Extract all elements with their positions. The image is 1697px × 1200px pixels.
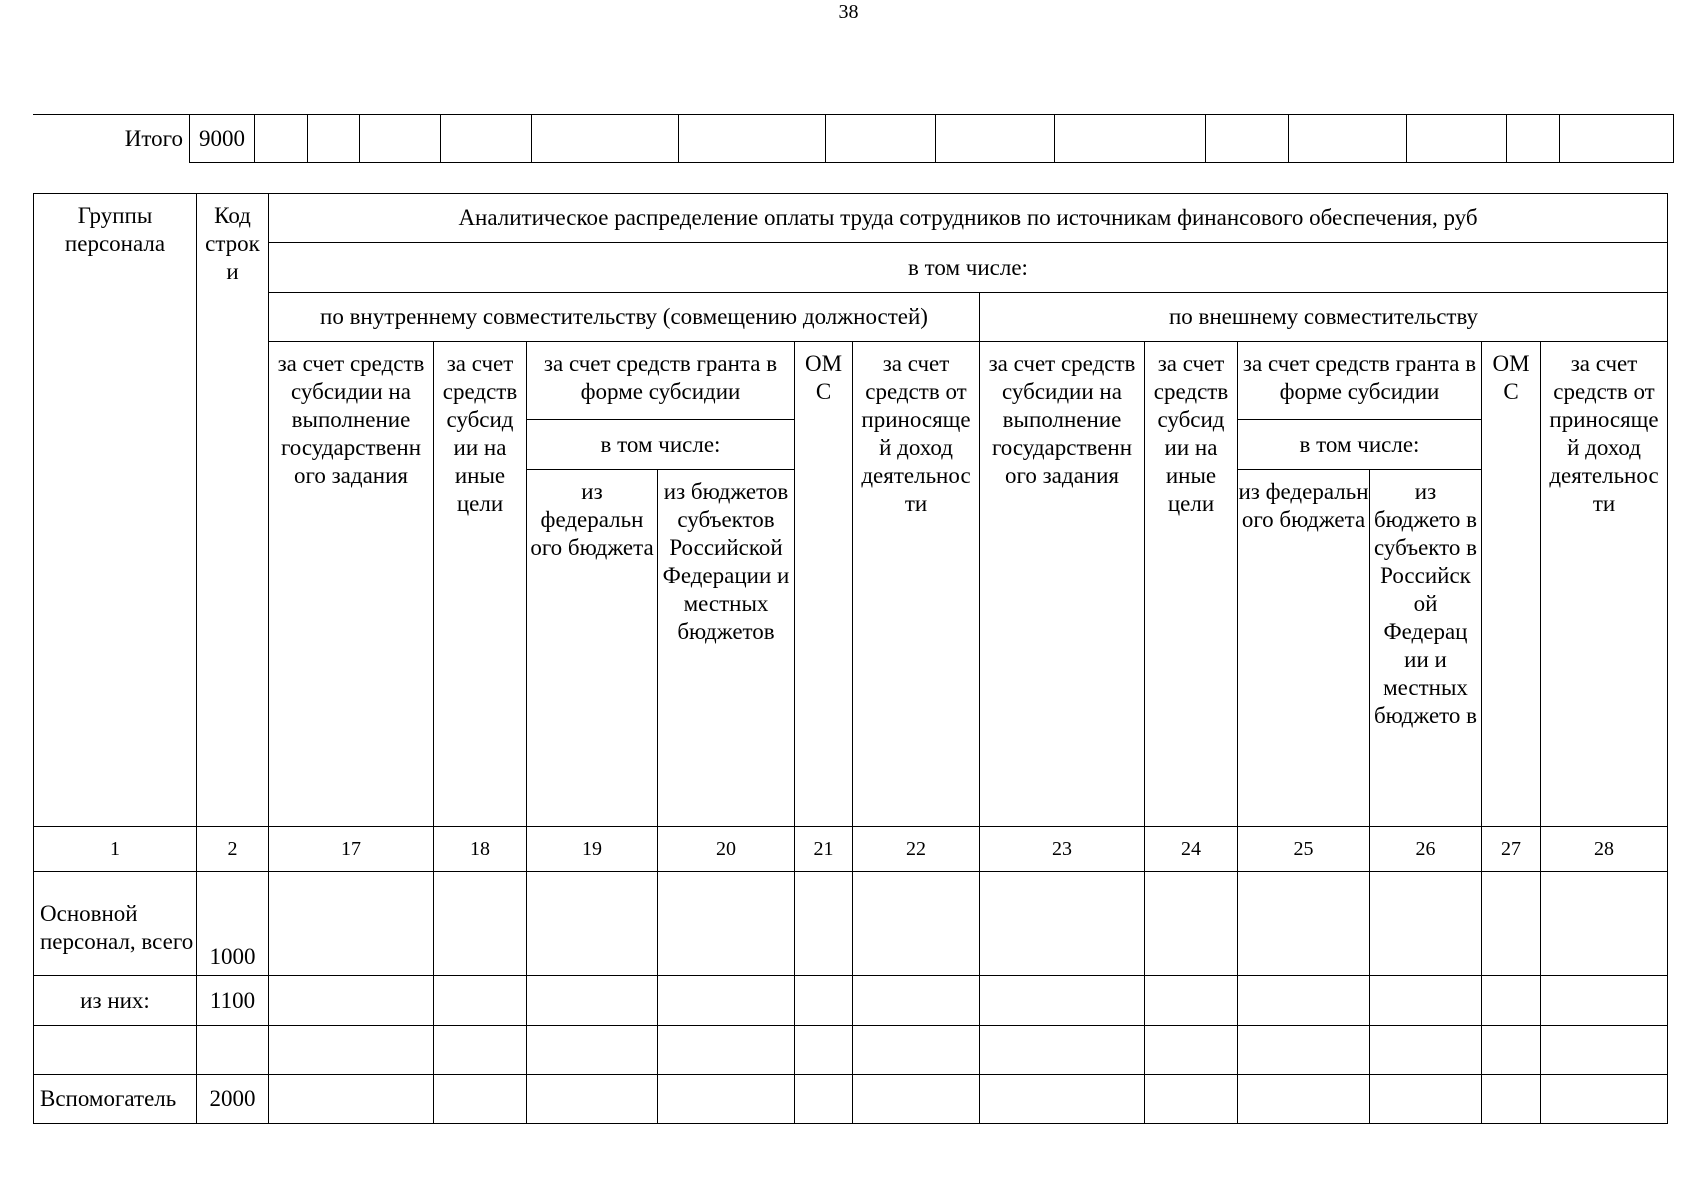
column-number: 27 xyxy=(1482,827,1541,872)
row-label xyxy=(34,1026,197,1075)
column-number: 28 xyxy=(1541,827,1668,872)
data-cell[interactable] xyxy=(1482,1026,1541,1075)
page-number: 38 xyxy=(838,1,859,23)
data-cell[interactable] xyxy=(980,872,1145,976)
data-cell[interactable] xyxy=(1238,1075,1370,1124)
column-number: 22 xyxy=(853,827,980,872)
data-cell[interactable] xyxy=(980,1026,1145,1075)
row-code: 2000 xyxy=(197,1075,269,1124)
itogo-cell[interactable] xyxy=(936,115,1055,163)
data-cell[interactable] xyxy=(1145,976,1238,1026)
column-number: 25 xyxy=(1238,827,1370,872)
header-ext-grant-incl: в том числе: xyxy=(1238,420,1482,470)
itogo-cell[interactable] xyxy=(826,115,936,163)
itogo-code: 9000 xyxy=(190,115,255,163)
itogo-cell[interactable] xyxy=(255,115,308,163)
column-number: 23 xyxy=(980,827,1145,872)
data-cell[interactable] xyxy=(269,976,434,1026)
row-code: 1000 xyxy=(197,872,269,976)
data-cell[interactable] xyxy=(658,1075,795,1124)
header-groups: Группы персонала xyxy=(34,194,197,827)
data-cell[interactable] xyxy=(1370,1026,1482,1075)
header-internal: по внутреннему совместительству (совмещению должностей) xyxy=(269,293,980,342)
data-cell[interactable] xyxy=(527,976,658,1026)
header-int-subsidy-other: за счет средств субсид ии на иные цели xyxy=(434,342,527,827)
itogo-cell[interactable] xyxy=(1206,115,1289,163)
data-cell[interactable] xyxy=(269,872,434,976)
header-v-tom-chisle: в том числе: xyxy=(269,243,1668,293)
data-cell[interactable] xyxy=(434,1026,527,1075)
data-cell[interactable] xyxy=(1370,1075,1482,1124)
column-number: 1 xyxy=(34,827,197,872)
itogo-cell[interactable] xyxy=(1407,115,1507,163)
data-cell[interactable] xyxy=(1482,1075,1541,1124)
header-int-grant-incl: в том числе: xyxy=(527,420,795,470)
header-ext-regional: из бюджето в субъекто в Российск ой Федерац ии и местных бюджето в xyxy=(1370,470,1482,827)
table-row xyxy=(34,872,1668,976)
data-cell[interactable] xyxy=(1541,976,1668,1026)
header-int-federal: из федеральн ого бюджета xyxy=(527,470,658,827)
data-cell[interactable] xyxy=(1145,1026,1238,1075)
column-number: 2 xyxy=(197,827,269,872)
data-cell[interactable] xyxy=(434,872,527,976)
data-cell[interactable] xyxy=(1238,976,1370,1026)
data-cell[interactable] xyxy=(434,1075,527,1124)
data-cell[interactable] xyxy=(658,872,795,976)
data-cell[interactable] xyxy=(434,976,527,1026)
data-cell[interactable] xyxy=(980,976,1145,1026)
data-cell[interactable] xyxy=(795,1026,853,1075)
data-cell[interactable] xyxy=(853,872,980,976)
row-code xyxy=(197,1026,269,1075)
data-cell[interactable] xyxy=(1541,872,1668,976)
itogo-cell[interactable] xyxy=(532,115,679,163)
data-cell[interactable] xyxy=(980,1075,1145,1124)
row-label: из них: xyxy=(34,976,197,1026)
data-cell[interactable] xyxy=(658,976,795,1026)
data-cell[interactable] xyxy=(795,1075,853,1124)
header-ext-federal: из федеральн ого бюджета xyxy=(1238,470,1370,827)
header-ext-grant: за счет средств гранта в форме субсидии xyxy=(1238,342,1482,420)
data-cell[interactable] xyxy=(795,976,853,1026)
header-int-grant: за счет средств гранта в форме субсидии xyxy=(527,342,795,420)
column-number: 17 xyxy=(269,827,434,872)
column-number: 19 xyxy=(527,827,658,872)
header-ext-oms: ОМ С xyxy=(1482,342,1541,827)
row-code: 1100 xyxy=(197,976,269,1026)
data-cell[interactable] xyxy=(853,1026,980,1075)
itogo-cell[interactable] xyxy=(308,115,360,163)
itogo-row xyxy=(190,115,1674,163)
header-main-title: Аналитическое распределение оплаты труда сотрудников по источникам финансового обеспечения, руб xyxy=(269,194,1668,243)
itogo-cell[interactable] xyxy=(1560,115,1674,163)
itogo-cell[interactable] xyxy=(1507,115,1560,163)
column-number: 24 xyxy=(1145,827,1238,872)
data-cell[interactable] xyxy=(527,1026,658,1075)
itogo-label: Итого xyxy=(124,126,183,151)
data-cell[interactable] xyxy=(1238,872,1370,976)
table-row xyxy=(34,1075,1668,1124)
data-cell[interactable] xyxy=(795,872,853,976)
column-number: 20 xyxy=(658,827,795,872)
header-ext-income: за счет средств от приносяще й доход деятельнос ти xyxy=(1541,342,1668,827)
data-cell[interactable] xyxy=(1541,1075,1668,1124)
data-cell[interactable] xyxy=(269,1026,434,1075)
itogo-cell[interactable] xyxy=(1055,115,1206,163)
header-ext-subsidy-state: за счет средств субсидии на выполнение государственн ого задания xyxy=(980,342,1145,827)
data-cell[interactable] xyxy=(527,872,658,976)
itogo-underline xyxy=(33,114,191,115)
row-label: Вспомогатель xyxy=(34,1075,197,1124)
data-cell[interactable] xyxy=(1541,1026,1668,1075)
header-int-oms: ОМ С xyxy=(795,342,853,827)
data-cell[interactable] xyxy=(269,1075,434,1124)
itogo-cell[interactable] xyxy=(441,115,532,163)
itogo-cell[interactable] xyxy=(360,115,441,163)
column-numbers-row xyxy=(34,827,1668,872)
row-label: Основной персонал, всего xyxy=(34,872,197,976)
data-cell[interactable] xyxy=(853,1075,980,1124)
data-cell[interactable] xyxy=(658,1026,795,1075)
column-number: 21 xyxy=(795,827,853,872)
column-number: 18 xyxy=(434,827,527,872)
salary-distribution-table xyxy=(33,193,1668,1124)
data-cell[interactable] xyxy=(1145,1075,1238,1124)
data-cell[interactable] xyxy=(1482,872,1541,976)
header-int-income: за счет средств от приносяще й доход деятельнос ти xyxy=(853,342,980,827)
itogo-cell[interactable] xyxy=(679,115,826,163)
column-number: 26 xyxy=(1370,827,1482,872)
header-int-subsidy-state: за счет средств субсидии на выполнение государственн ого задания xyxy=(269,342,434,827)
header-ext-subsidy-other: за счет средств субсид ии на иные цели xyxy=(1145,342,1238,827)
header-code: Код строк и xyxy=(197,194,269,827)
data-cell[interactable] xyxy=(1145,872,1238,976)
header-int-regional: из бюджетов субъектов Российской Федерации и местных бюджетов xyxy=(658,470,795,827)
itogo-cell[interactable] xyxy=(1289,115,1407,163)
data-cell[interactable] xyxy=(853,976,980,1026)
data-cell[interactable] xyxy=(1370,976,1482,1026)
data-cell[interactable] xyxy=(527,1075,658,1124)
header-external: по внешнему совместительству xyxy=(980,293,1668,342)
data-cell[interactable] xyxy=(1482,976,1541,1026)
table-row xyxy=(34,976,1668,1026)
table-row xyxy=(34,1026,1668,1075)
itogo-table xyxy=(189,114,1674,163)
data-cell[interactable] xyxy=(1370,872,1482,976)
data-cell[interactable] xyxy=(1238,1026,1370,1075)
